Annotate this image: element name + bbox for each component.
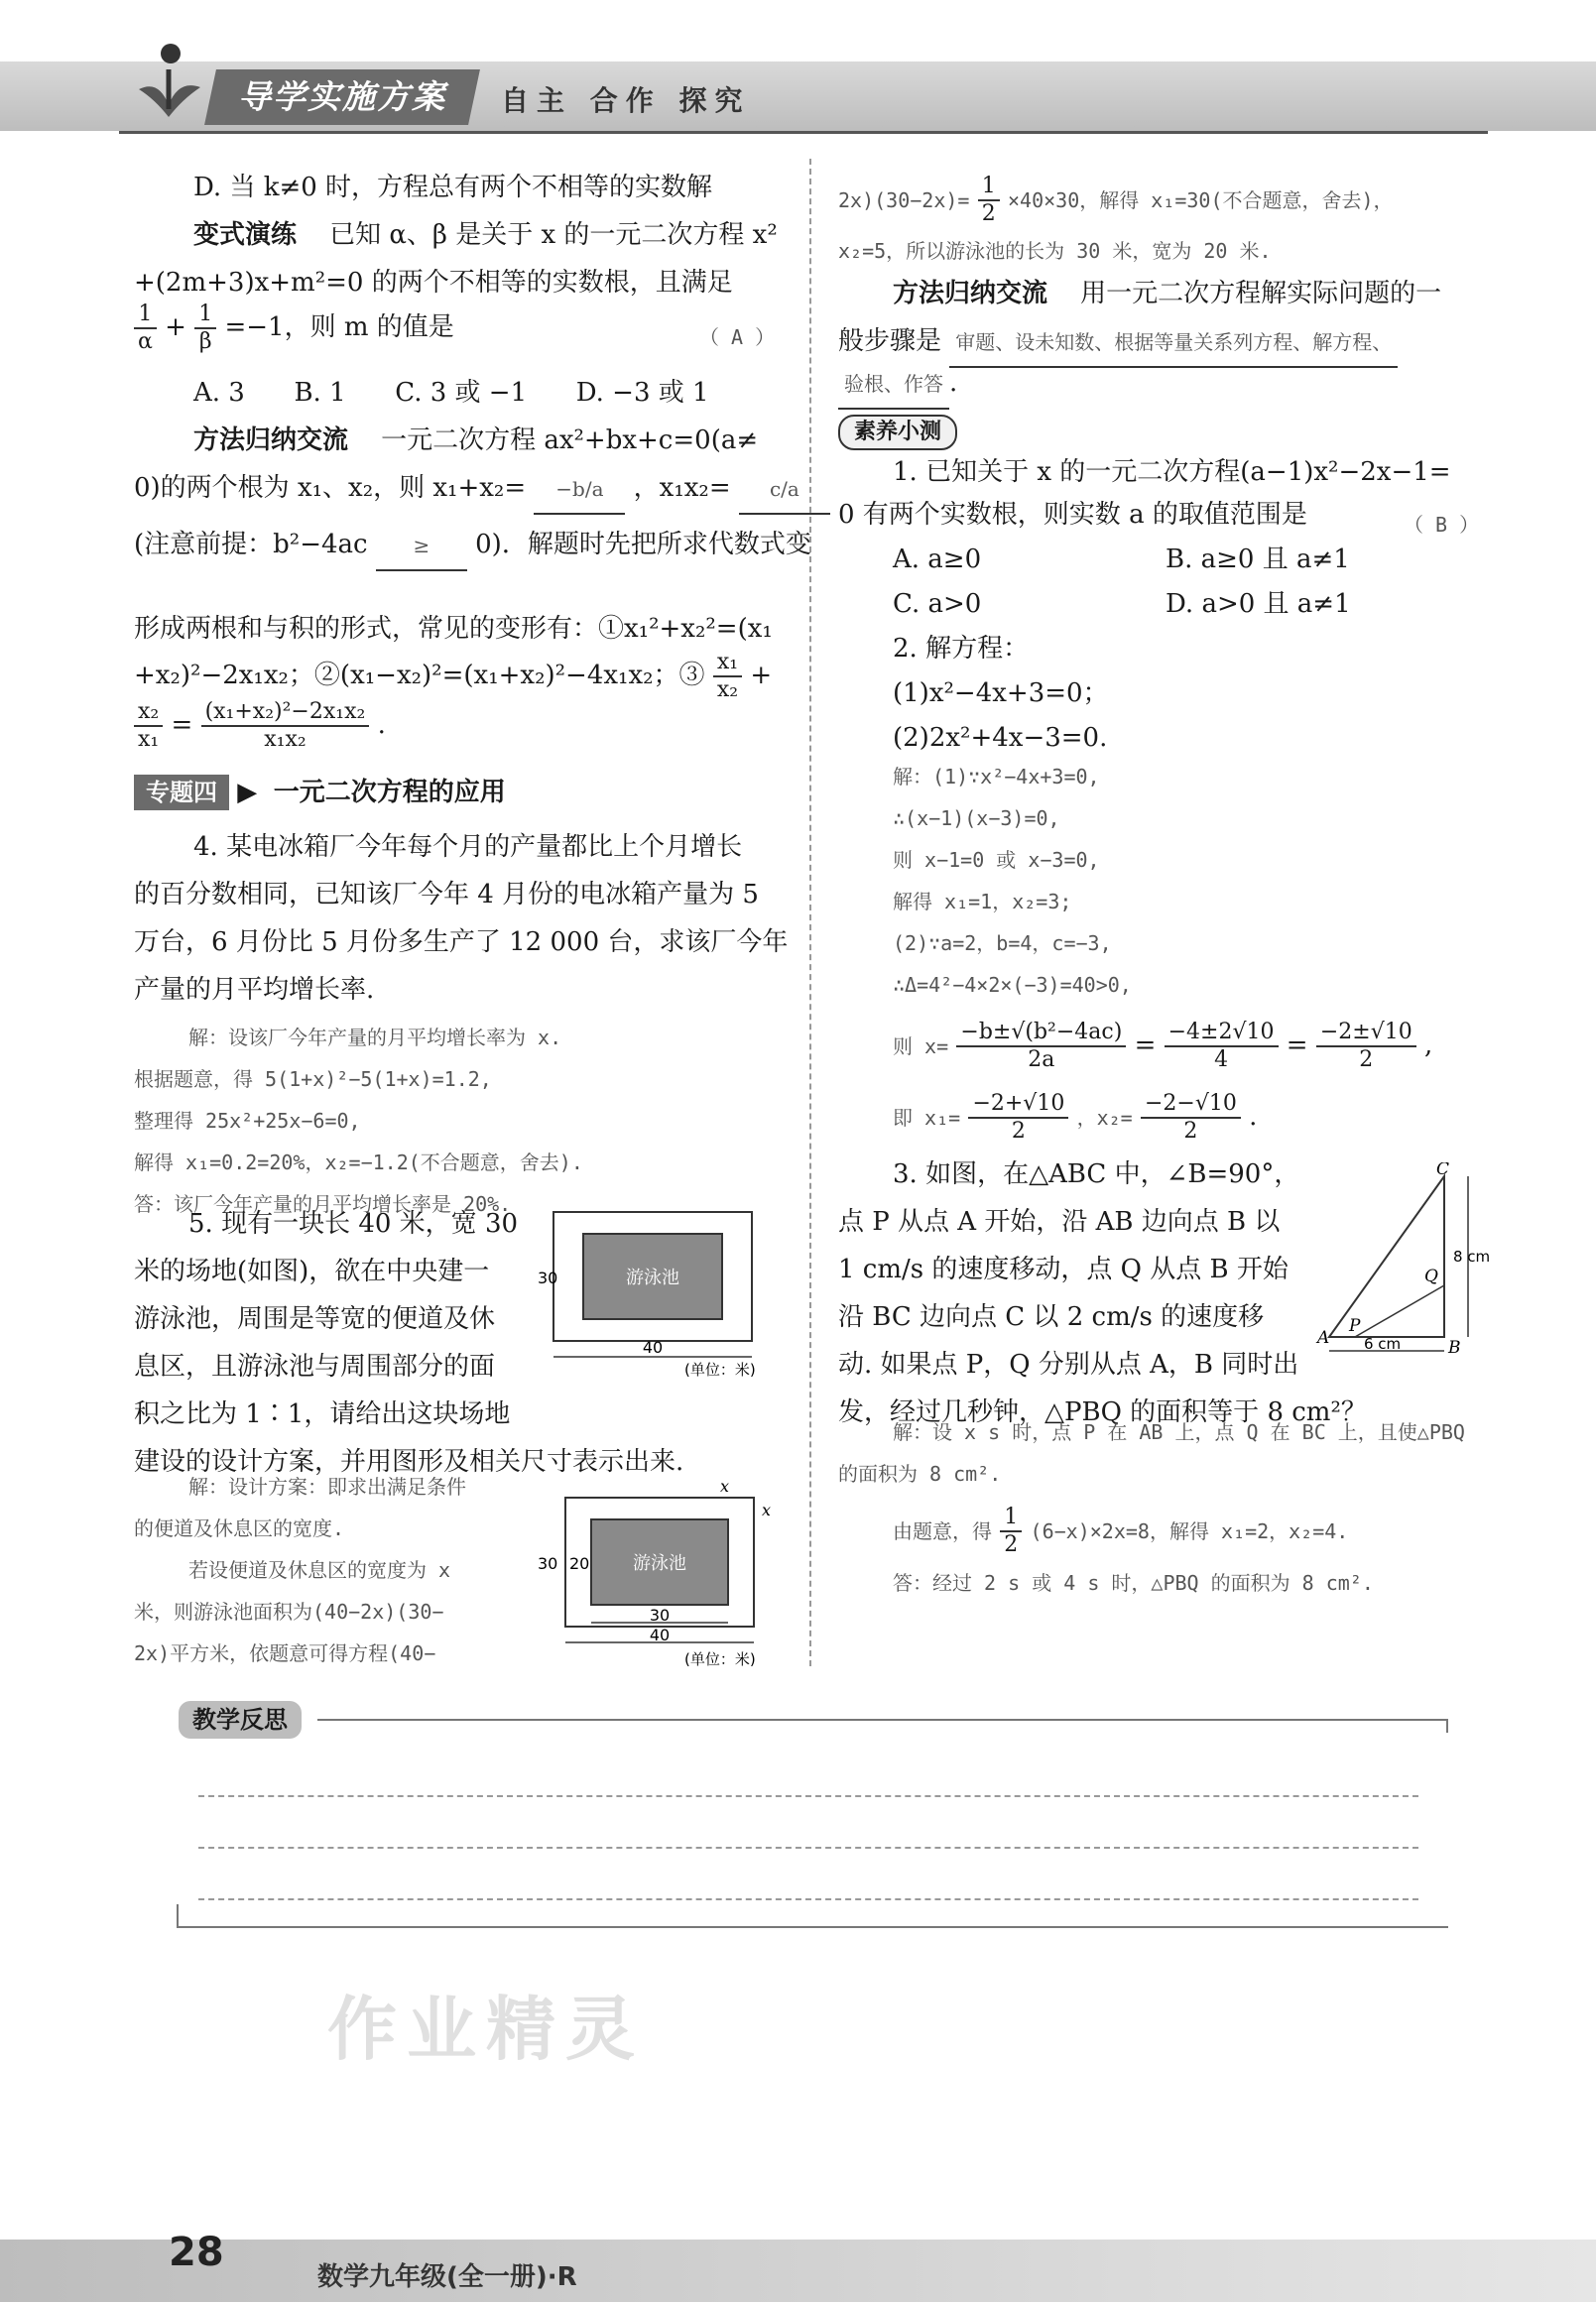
q5-line-5: 积之比为 1∶1，请给出这块场地 [134, 1399, 511, 1429]
q4-line-1: 4. 某电冰箱厂今年每个月的产量都比上个月增长 [193, 832, 743, 862]
cont-line-2: x₂=5，所以游泳池的长为 30 米，宽为 20 米. [838, 239, 1272, 263]
frac-half: $\frac{1}{2}$ [978, 174, 1000, 227]
q3-sol-4: 答：经过 2 s 或 4 s 时，△PBQ 的面积为 8 cm². [893, 1571, 1374, 1595]
q2-sol-2: ∴(x−1)(x−3)=0, [893, 806, 1060, 830]
q4-sol-3: 整理得 25x²+25x−6=0, [134, 1109, 361, 1133]
frac-identity: $\frac{\text{(x₁+x₂)²−2x₁x₂}}{\text{x₁x₂}}$ [201, 699, 370, 753]
topic-tag: 专题四 [134, 775, 229, 810]
design-pool-label: 游泳池 [633, 1553, 686, 1574]
fill-product: c/a [739, 465, 830, 515]
reflection-line-2 [198, 1847, 1418, 1849]
logo-icon [129, 40, 208, 121]
q3-line-3: 1 cm/s 的速度移动，点 Q 从点 B 开始 [838, 1255, 1289, 1284]
q4-sol-4: 解得 x₁=0.2=20%，x₂=−1.2(不合题意，舍去). [134, 1151, 583, 1174]
reflection-line-1 [198, 1795, 1418, 1797]
frac-1-beta: $\frac{1}{\beta}$ [194, 302, 216, 355]
q4-line-4: 产量的月平均增长率. [134, 975, 375, 1005]
method-summary-2: 方法归纳交流 用一元二次方程解实际问题的一 [893, 279, 1442, 308]
q1-opt-a: A. a≥0 [893, 545, 982, 574]
column-divider [809, 159, 811, 1666]
header-title: 导学实施方案 [204, 69, 480, 125]
variant-text-1: 已知 α、β 是关于 x 的一元二次方程 x² [329, 220, 778, 250]
outer-width-label: 40 [649, 1626, 671, 1644]
fill-steps-2: 验根、作答 [838, 360, 949, 410]
frac-x2-x1: $\frac{\text{x₂}}{\text{x₁}}$ [134, 699, 163, 753]
q3-sol-1: 解：设 x s 时，点 P 在 AB 上，点 Q 在 BC 上，且使△PBQ [893, 1420, 1465, 1444]
frac-quadratic-formula: $\frac{\text{−b±√(b²−4ac)}}{2a}$ [956, 1020, 1126, 1073]
variant-text-3: $\frac{1}{\alpha}$ + $\frac{1}{\beta}$ =−1，则 m 的值是 [134, 302, 454, 355]
q1-line-2: 0 有两个实数根，则实数 a 的取值范围是 [838, 500, 1307, 530]
cont-line-1: 2x)(30−2x)= $\frac{1}{2}$ ×40×30，解得 x₁=30(不合题意，舍去)， [838, 174, 1394, 226]
q3-line-5: 动. 如果点 P，Q 分别从点 A，B 同时出 [838, 1350, 1299, 1380]
book-title: 数学九年级(全一册)·R [317, 2262, 577, 2292]
q4-line-3: 万台，6 月份比 5 月份多生产了 12 000 台，求该厂今年 [134, 927, 789, 957]
x-label-side: x [762, 1501, 772, 1519]
variant-practice [193, 211, 778, 259]
label-a: A [1317, 1328, 1330, 1348]
q4-sol-5: 答：该厂今年产量的月平均增长率是 20%. [134, 1192, 512, 1216]
fill-steps: 审题、设未知数、根据等量关系列方程、解方程、 [949, 318, 1398, 368]
topic-header: 专题四 ▶ 一元二次方程的应用 [134, 769, 506, 816]
q2-roots: 即 x₁= $\frac{-2+√10}{2}$ ，x₂= $\frac{-2-√10}{2}$ . [893, 1091, 1258, 1144]
variant-options: A. 3 B. 1 C. 3 或 −1 D. −3 或 1 [193, 378, 709, 408]
frac-root-2: $\frac{-2-√10}{2}$ [1141, 1091, 1241, 1145]
method-2-line-3: 验根、作答 . [838, 359, 957, 410]
q4-line-2: 的百分数相同，已知该厂今年 4 月份的电冰箱产量为 5 [134, 880, 759, 909]
reflection-tag: 教学反思 [179, 1701, 302, 1739]
q4-sol-1: 解：设该厂今年产量的月平均增长率为 x. [188, 1026, 562, 1049]
triangle-abc [1329, 1176, 1444, 1337]
footer-band [0, 2240, 1596, 2302]
method-line-6: $\frac{\text{x₂}}{\text{x₁}}$ = $\frac{\text{(x₁+x₂)²−2x₁x₂}}{\text{x₁x₂}}$ . [134, 699, 386, 753]
q2-part-2: (2)2x²+4x−3=0. [893, 723, 1108, 753]
triangle-figure [1309, 1162, 1508, 1361]
frac-half-area: $\frac{1}{2}$ [1000, 1505, 1022, 1558]
q3-line-4: 沿 BC 边向点 C 以 2 cm/s 的速度移 [838, 1302, 1265, 1332]
method-line-5: +x₂)²−2x₁x₂；②(x₁−x₂)²=(x₁+x₂)²−4x₁x₂；③ $\frac{\text{x₁}}{\text{x₂}}$ + [134, 650, 773, 702]
inner-width-label: 30 [649, 1606, 671, 1625]
q3-line-6: 发，经过几秒钟，△PBQ 的面积等于 8 cm²？ [838, 1397, 1367, 1427]
q5-sol-2: 的便道及休息区的宽度. [134, 1516, 345, 1540]
q2-sol-6: ∴Δ=4²−4×2×(−3)=40>0, [893, 973, 1132, 997]
field-figure [536, 1208, 784, 1379]
q2-part-1: (1)x²−4x+3=0； [893, 678, 1109, 708]
q5-sol-5: 2x)平方米，依题意可得方程(40− [134, 1641, 436, 1665]
q5-sol-1: 解：设计方案：即求出满足条件 [188, 1475, 466, 1499]
outer-height-label: 30 [538, 1554, 558, 1573]
q2-title: 2. 解方程： [893, 634, 1030, 664]
width-label: 40 [642, 1338, 664, 1357]
method-summary: 方法归纳交流 一元二次方程 ax²+bx+c=0(a≠ [193, 425, 759, 455]
method-line-4: 形成两根和与积的形式，常见的变形有：①x₁²+x₂²=(x₁ [134, 614, 773, 644]
frac-step-2: $\frac{-4\pm 2√10}{4}$ [1165, 1020, 1279, 1073]
method-line-2: 0)的两个根为 x₁、x₂，则 x₁+x₂= −b/a ，x₁x₂= c/a [134, 464, 830, 515]
method-2-line-2: 般步骤是 审题、设未知数、根据等量关系列方程、解方程、 [838, 317, 1398, 368]
label-b: B [1448, 1338, 1461, 1358]
q3-line-1: 3. 如图，在△ABC 中，∠B=90°， [893, 1159, 1300, 1189]
q5-sol-3: 若设便道及休息区的宽度为 x [188, 1558, 451, 1582]
reflection-right-tick [1446, 1719, 1448, 1733]
method-line-3: (注意前提：b²−4ac ≥ 0)．解题时先把所求代数式变 [134, 521, 811, 571]
quiz-tag: 素养小测 [838, 415, 957, 450]
q5-line-1: 5. 现有一块长 40 米，宽 30 [188, 1209, 519, 1239]
frac-root-1: $\frac{-2+√10}{2}$ [968, 1091, 1068, 1145]
segment-pq [1355, 1285, 1444, 1337]
fill-discriminant: ≥ [376, 522, 467, 571]
q3-sol-3: 由题意，得 $\frac{1}{2}$ (6−x)×2x=8，解得 x₁=2，x₂=4. [893, 1505, 1349, 1557]
label-q: Q [1424, 1267, 1438, 1286]
reflection-line-3 [198, 1898, 1418, 1900]
label-c: C [1436, 1162, 1450, 1179]
inner-height-label: 20 [569, 1554, 590, 1573]
label-ab-length: 6 cm [1364, 1335, 1402, 1353]
design-unit-label: (单位：米) [684, 1650, 756, 1668]
q1-opt-d: D. a>0 且 a≠1 [1166, 589, 1351, 619]
variant-text-2: +(2m+3)x+m²=0 的两个不相等的实数根，且满足 [134, 268, 733, 298]
q2-formula: 则 x= $\frac{\text{−b±√(b²−4ac)}}{2a}$ = $\frac{-4\pm 2√10}{4}$ = $\frac{-2\pm√10}{2}$ , [893, 1020, 1433, 1072]
variant-label: 变式演练 [193, 220, 298, 250]
quiz-header [838, 407, 957, 454]
q2-sol-3: 则 x−1=0 或 x−3=0, [893, 848, 1100, 872]
design-figure [536, 1476, 784, 1674]
q2-sol-5: (2)∵a=2，b=4，c=−3, [893, 931, 1112, 955]
variant-answer: （ A ） [699, 325, 776, 349]
reflection-top-rule [317, 1719, 1448, 1721]
q2-sol-1: 解：(1)∵x²−4x+3=0, [893, 765, 1100, 788]
q3-sol-2: 的面积为 8 cm². [838, 1462, 1002, 1486]
q1-answer: （ B ） [1404, 513, 1480, 537]
q5-line-2: 米的场地(如图)，欲在中央建一 [134, 1257, 490, 1286]
header-rule [119, 131, 1488, 134]
unit-label: (单位：米) [684, 1361, 756, 1379]
q5-line-4: 息区，且游泳池与周围部分的面 [134, 1352, 496, 1382]
watermark: 作业精灵 [327, 1989, 645, 2070]
label-bc-length: 8 cm [1453, 1248, 1491, 1266]
q1-opt-c: C. a>0 [893, 589, 982, 619]
label-p: P [1349, 1316, 1361, 1336]
topic-title: 一元二次方程的应用 [273, 778, 506, 807]
q4-sol-2: 根据题意，得 5(1+x)²−5(1+x)=1.2, [134, 1067, 492, 1091]
reflection-bottom-rule [177, 1926, 1448, 1928]
reflection-left-tick [177, 1904, 179, 1926]
height-label: 30 [538, 1269, 558, 1287]
pool-label: 游泳池 [626, 1268, 679, 1288]
header-subtitle: 自主 合作 探究 [501, 84, 751, 117]
q2-sol-4: 解得 x₁=1，x₂=3; [893, 890, 1072, 913]
q5-line-6: 建设的设计方案，并用图形及相关尺寸表示出来. [134, 1447, 684, 1477]
page-number: 28 [169, 2230, 224, 2275]
frac-1-alpha: $\frac{1}{\alpha}$ [134, 302, 157, 355]
x-label-top: x [720, 1477, 730, 1496]
q5-line-3: 游泳池，周围是等宽的便道及休 [134, 1304, 496, 1334]
q1-line-1: 1. 已知关于 x 的一元二次方程(a−1)x²−2x−1= [893, 457, 1451, 487]
frac-step-3: $\frac{-2\pm√10}{2}$ [1316, 1020, 1416, 1073]
q1-opt-b: B. a≥0 且 a≠1 [1166, 545, 1350, 574]
frac-x1-x2: $\frac{\text{x₁}}{\text{x₂}}$ [713, 650, 742, 703]
fill-sum: −b/a [534, 465, 625, 515]
q3-line-2: 点 P 从点 A 开始，沿 AB 边向点 B 以 [838, 1207, 1281, 1237]
option-d: D. 当 k≠0 时，方程总有两个不相等的实数解 [193, 173, 713, 202]
q5-sol-4: 米，则游泳池面积为(40−2x)(30− [134, 1600, 444, 1624]
